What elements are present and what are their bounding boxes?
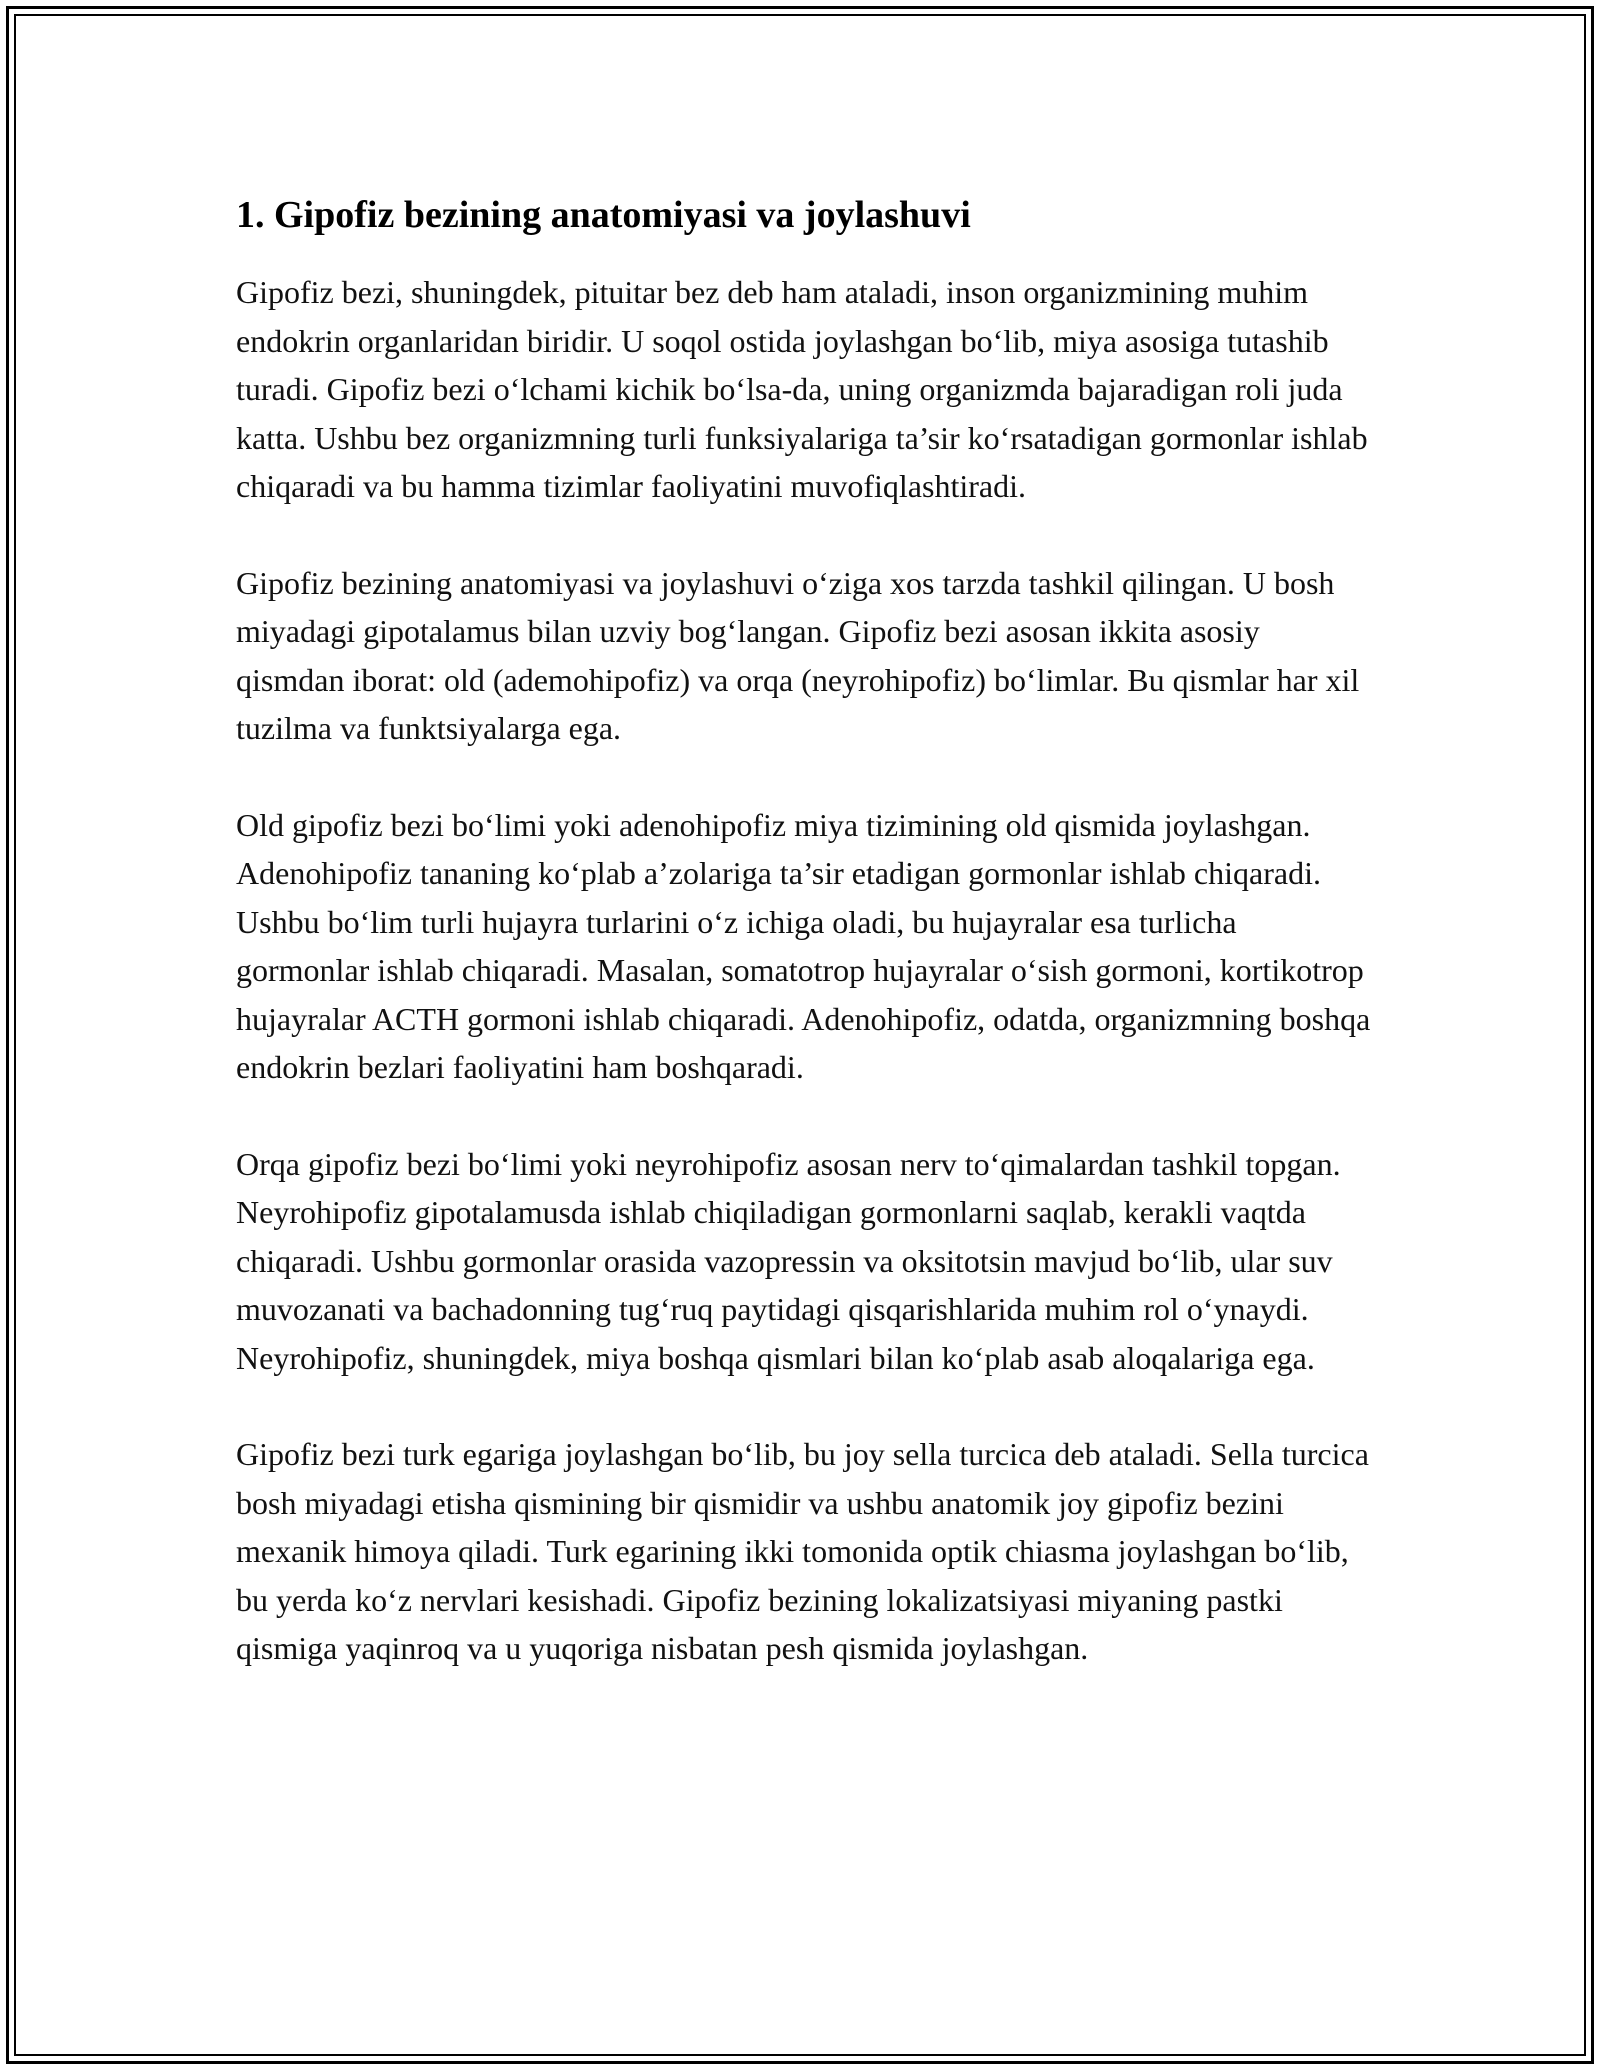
section-heading: 1. Gipofiz bezining anatomiyasi va joylashuvi: [236, 194, 971, 236]
paragraph-anatomy: Gipofiz bezining anatomiyasi va joylashuvi o‘ziga xos tarzda tashkil qilingan. U bosh miyadagi gipotalamus bilan uzviy bog‘langan. Gipofiz bezi asosan ikkita asosiy qismdan iborat: old (ademohipofiz) va orqa (neyrohipofiz) bo‘limlar. Bu qismlar har xil tuzilma va funktsiyalarga ega.: [236, 564, 1360, 746]
paragraph-sella-turcica: Gipofiz bezi turk egariga joylashgan bo‘lib, bu joy sella turcica deb ataladi. Sella turcica bosh miyadagi etisha qismining bir qismidir va ushbu anatomik joy gipofiz bezini mexanik himoya qiladi. Turk egarining ikki tomonida optik chiasma joylashgan bo‘lib, bu yerda ko‘z nervlari kesishadi. Gipofiz bezining lokalizatsiyasi miyaning pastki qismiga yaqinroq va u yuqoriga nisbatan pesh qismida joylashgan.: [236, 1436, 1369, 1666]
paragraph-adenohypophysis: Old gipofiz bezi bo‘limi yoki adenohipofiz miya tizimining old qismida joylashgan. Adenohipofiz tananing ko‘plab a’zolariga ta’sir etadigan gormonlar ishlab chiqaradi. Ushbu bo‘lim turli hujayra turlarini o‘z ichiga oladi, bu hujayralar esa turlicha gormonlar ishlab chiqaradi. Masalan, somatotrop hujayralar o‘sish gormoni, kortikotrop hujayralar ACTH gormoni ishlab chiqaradi. Adenohipofiz, odatda, organizmning boshqa endokrin bezlari faoliyatini ham boshqaradi.: [236, 806, 1371, 1085]
paragraph-intro: Gipofiz bezi, shuningdek, pituitar bez deb ham ataladi, inson organizmining muhim endokrin organlaridan biridir. U soqol ostida joylashgan bo‘lib, miya asosiga tutashib turadi. Gipofiz bezi o‘lchami kichik bo‘lsa-da, uning organizmda bajaradigan roli juda katta. Ushbu bez organizmning turli funksiyalariga ta’sir ko‘rsatadigan gormonlar ishlab chiqaradi va bu hamma tizimlar faoliyatini muvofiqlashtiradi.: [236, 274, 1368, 504]
document-body: [236, 190, 1376, 1721]
paragraph-neurohypophysis: Orqa gipofiz bezi bo‘limi yoki neyrohipofiz asosan nerv to‘qimalardan tashkil topgan. Neyrohipofiz gipotalamusda ishlab chiqiladigan gormonlarni saqlab, kerakli vaqtda chiqaradi. Ushbu gormonlar orasida vazopressin va oksitotsin mavjud bo‘lib, ular suv muvozanati va bachadonning tug‘ruq paytidagi qisqarishlarida muhim rol o‘ynaydi. Neyrohipofiz, shuningdek, miya boshqa qismlari bilan ko‘plab asab aloqalariga ega.: [236, 1145, 1341, 1376]
